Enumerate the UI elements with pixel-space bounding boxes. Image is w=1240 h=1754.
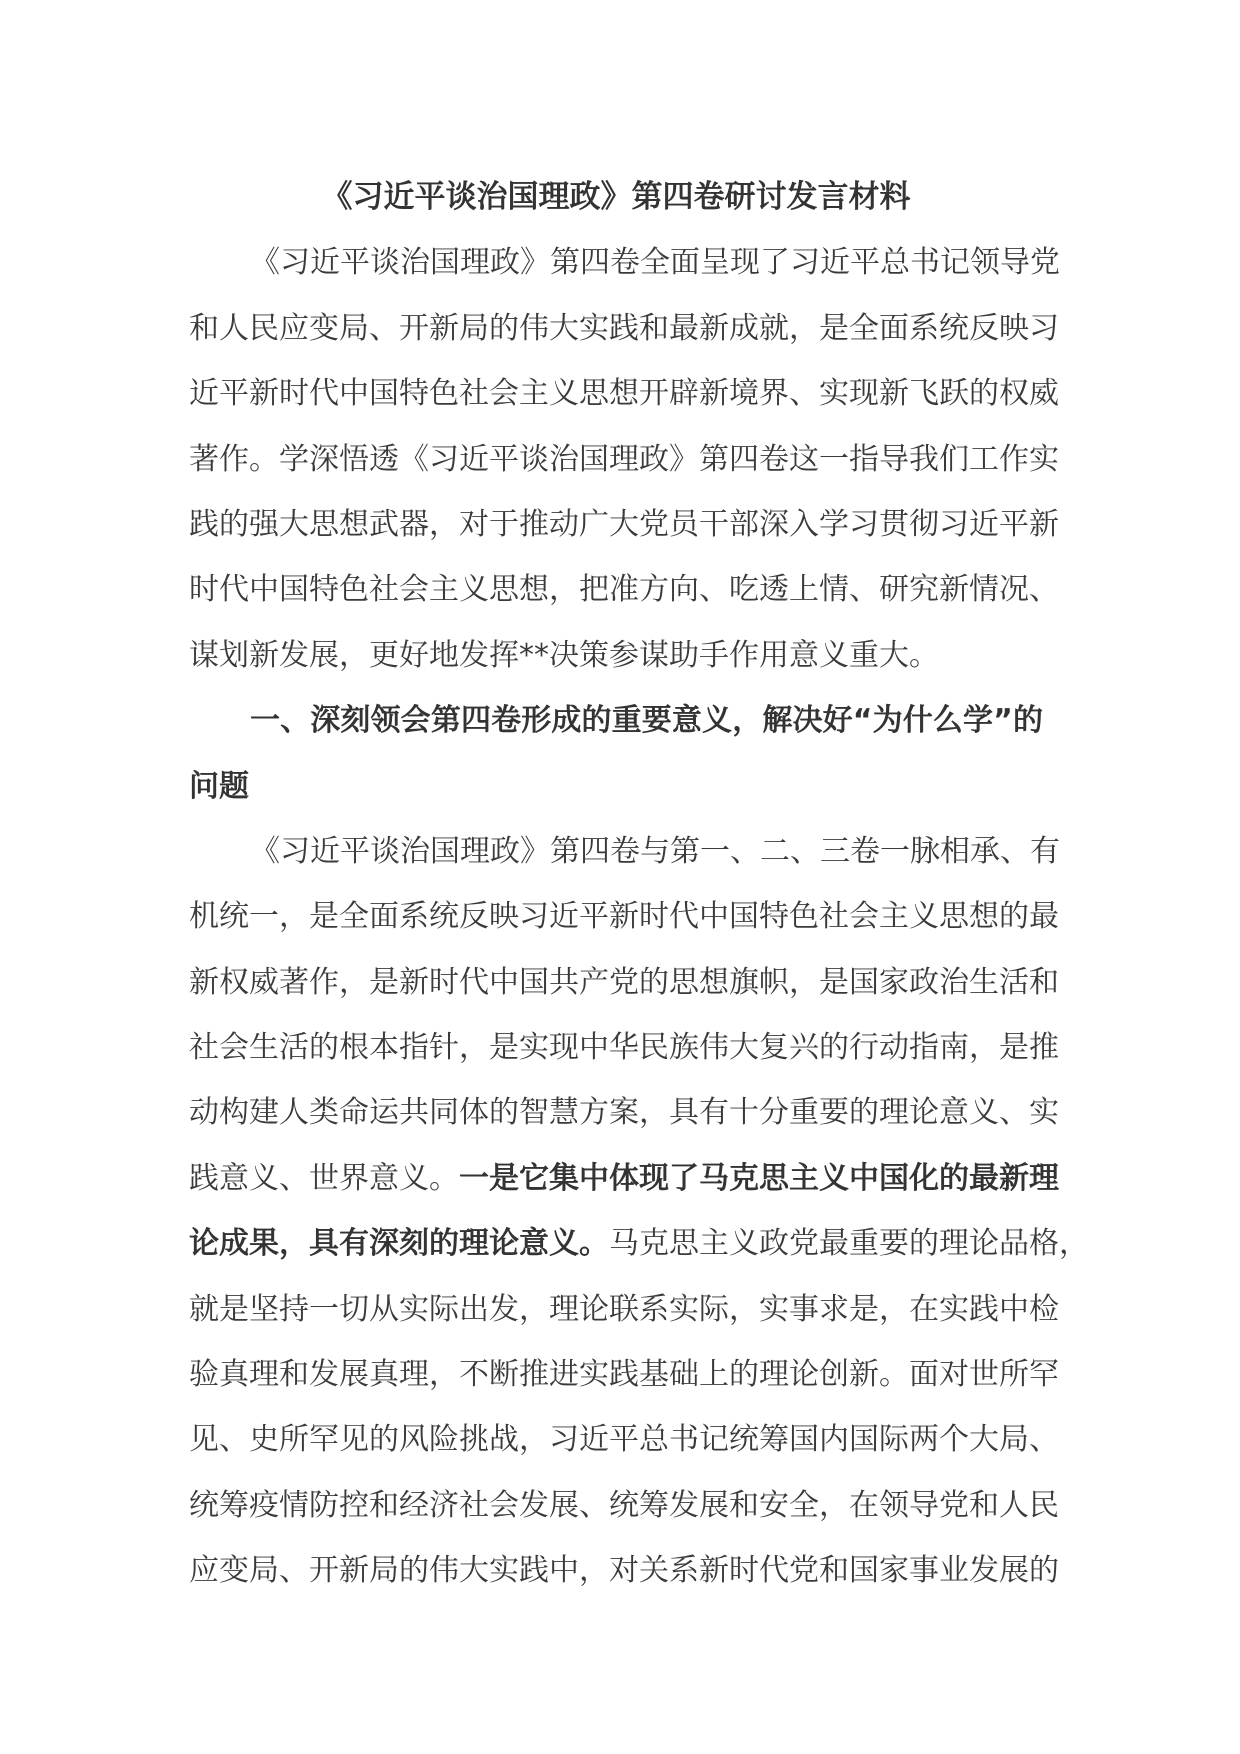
paragraph bbox=[189, 819, 1089, 1604]
body-text: 动构建人类命运共同体的智慧方案，具有十分重要的理论意义、实 bbox=[189, 1095, 1059, 1131]
document-title: 《习近平谈治国理政》第四卷研讨发言材料 bbox=[321, 179, 911, 215]
body-text: 《习近平谈治国理政》第四卷全面呈现了习近平总书记领导党 bbox=[250, 245, 1060, 281]
text-line bbox=[189, 1277, 1059, 1342]
body-text: 和人民应变局、开新局的伟大实践和最新成就，是全面系统反映习 bbox=[189, 310, 1059, 346]
body-text: 应变局、开新局的伟大实践中，对关系新时代党和国家事业发展的 bbox=[189, 1553, 1059, 1589]
text-line bbox=[189, 1342, 1059, 1407]
text-line bbox=[189, 623, 1043, 688]
body-text: 著作。学深悟透《习近平谈治国理政》第四卷这一指导我们工作实 bbox=[189, 441, 1059, 477]
text-line bbox=[189, 819, 1060, 884]
text-line bbox=[189, 557, 1059, 622]
body-text: 统筹疫情防控和经济社会发展、统筹发展和安全，在领导党和人民 bbox=[189, 1487, 1059, 1523]
text-line bbox=[189, 1080, 1059, 1145]
body-text: 社会生活的根本指针，是实现中华民族伟大复兴的行动指南，是推 bbox=[189, 1030, 1059, 1066]
text-line bbox=[189, 1211, 1089, 1276]
section-heading bbox=[189, 688, 1043, 819]
text-line bbox=[189, 427, 1059, 492]
text-line bbox=[189, 1407, 1059, 1472]
text-line bbox=[189, 492, 1059, 557]
text-line bbox=[189, 1473, 1059, 1538]
text-line bbox=[189, 1146, 1059, 1211]
bold-text: 论成果，具有深刻的理论意义。 bbox=[189, 1226, 609, 1262]
document-body bbox=[189, 165, 1089, 1604]
bold-text: 问题 bbox=[189, 768, 249, 804]
body-text: 机统一，是全面系统反映习近平新时代中国特色社会主义思想的最 bbox=[189, 899, 1059, 935]
body-text: 近平新时代中国特色社会主义思想开辟新境界、实现新飞跃的权威 bbox=[189, 376, 1059, 412]
text-line bbox=[189, 688, 1043, 753]
body-text: 马克思主义政党最重要的理论品格， bbox=[609, 1226, 1089, 1262]
body-text: 新权威著作，是新时代中国共产党的思想旗帜，是国家政治生活和 bbox=[189, 964, 1059, 1000]
body-text: 时代中国特色社会主义思想，把准方向、吃透上情、研究新情况、 bbox=[189, 572, 1059, 608]
body-text: 践的强大思想武器，对于推动广大党员干部深入学习贯彻习近平新 bbox=[189, 506, 1059, 542]
text-line bbox=[189, 884, 1059, 949]
body-text: 验真理和发展真理，不断推进实践基础上的理论创新。面对世所罕 bbox=[189, 1357, 1059, 1393]
body-text: 就是坚持一切从实际出发，理论联系实际，实事求是，在实践中检 bbox=[189, 1291, 1059, 1327]
body-text: 见、史所罕见的风险挑战，习近平总书记统筹国内国际两个大局、 bbox=[189, 1422, 1059, 1458]
text-line bbox=[189, 950, 1059, 1015]
paragraphs bbox=[189, 230, 1089, 1603]
text-line bbox=[189, 361, 1059, 426]
body-text: 践意义、世界意义。 bbox=[189, 1160, 459, 1196]
text-line bbox=[189, 1538, 1059, 1603]
body-text: 《习近平谈治国理政》第四卷与第一、二、三卷一脉相承、有 bbox=[250, 833, 1060, 869]
bold-text: 一、深刻领会第四卷形成的重要意义，解决好“为什么学”的 bbox=[250, 703, 1043, 739]
bold-text: 一是它集中体现了马克思主义中国化的最新理 bbox=[459, 1160, 1059, 1196]
text-line bbox=[189, 1015, 1059, 1080]
text-line bbox=[189, 230, 1060, 295]
text-line bbox=[189, 754, 1043, 819]
body-text: 谋划新发展，更好地发挥**决策参谋助手作用意义重大。 bbox=[189, 637, 939, 673]
paragraph bbox=[189, 230, 1060, 688]
text-line bbox=[189, 296, 1059, 361]
